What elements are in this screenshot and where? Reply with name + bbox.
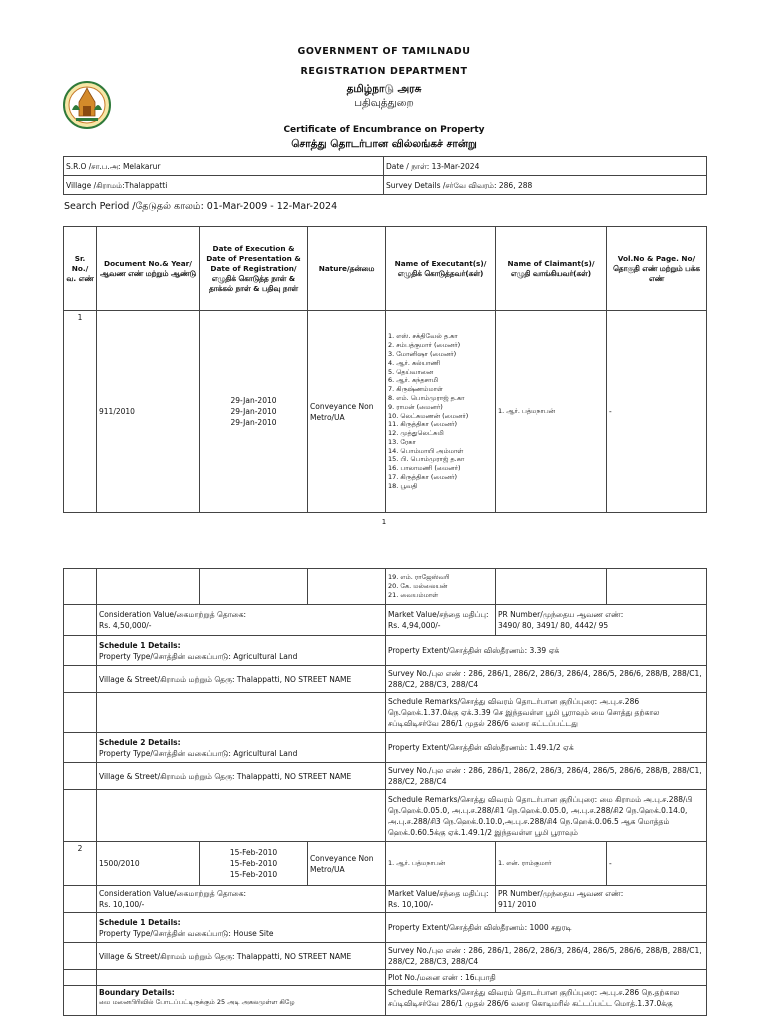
list-item: 17. கிருத்திகா (மைனர்) (388, 473, 458, 482)
list-item: 10. லெட்சுமணன் (மைனர்) (388, 411, 469, 420)
entry2-sr: 2 (64, 842, 97, 886)
column-header-nature: Nature/தன்மை (308, 227, 386, 311)
department-title: REGISTRATION DEPARTMENT (300, 66, 468, 77)
entry1-schedule2-village: Village & Street/கிராமம் மற்றும் தெரு: Thalappatti, NO STREET NAME (97, 763, 386, 790)
entry2-market-value: Market Value/சந்தை மதிப்பு: Rs. 10,100/- (386, 886, 496, 913)
entry2-consideration: Consideration Value/கைமாற்றுத் தொகை: Rs. 10,100/- (97, 886, 386, 913)
entry1-date-execution: 29-Jan-2010 (230, 396, 277, 405)
survey-field: Survey Details /சர்வே விவரம்: 286, 288 (384, 176, 707, 195)
entry2-plot-number: Plot No./மனை எண் : 16புபாதி (386, 970, 707, 986)
list-item: 6. ஆர். கந்தசாமி (388, 376, 438, 385)
list-item: 3. மோனிஷா (மைனர்) (388, 349, 457, 358)
table-row (64, 569, 707, 605)
column-header-sr: Sr. No./ வ. எண் (64, 227, 97, 311)
department-title-tamil: பதிவுத்துறை (354, 97, 414, 109)
entry2-date-presentation: 15-Feb-2010 (229, 859, 278, 868)
info-table (63, 156, 707, 195)
encumbrance-table-continued (63, 568, 707, 1016)
entry2-executant: 1. ஆர். பத்மநாபன் (386, 842, 496, 886)
list-item: 1. எஸ். சக்திவேல் த.கா (388, 332, 458, 341)
entry1-executants (386, 311, 496, 513)
entry1-vol: - (607, 311, 707, 513)
entry1-executants-continued (386, 569, 496, 605)
village-field: Village /கிராமம்:Thalappatti (64, 176, 384, 195)
table-row (64, 311, 707, 513)
list-item: 16. பாலாமணி (மைனர்) (388, 464, 461, 473)
entry1-nature: Conveyance Non Metro/UA (308, 311, 386, 513)
list-item: 21. வையம்மாள் (388, 590, 439, 599)
entry2-boundary: Boundary Details: மை மனைபிரிவில் போடப்பட்டிருக்கும் 25 அடி அகலமுள்ள கிழே (97, 986, 386, 1016)
table-row (64, 970, 707, 986)
entry2-schedule1-village: Village & Street/கிராமம் மற்றும் தெரு: Thalappatti, NO STREET NAME (97, 943, 386, 970)
entry1-document: 911/2010 (97, 311, 200, 513)
certificate-title-tamil: சொத்து தொடர்பான வில்லங்கச் சான்று (291, 138, 477, 150)
entry1-schedule2-remarks: Schedule Remarks/சொத்து விவரம் தொடர்பான குறிப்புரை: மை கிராமம் அ.பு.ச.288/பி நெ.ஹெக்.0.05.0, அ.பு.ச.288/சி1 நெ.ஹெக்.0.05.0, அ.பு.ச.288/சி2 நெ.ஹெக்.0.14.0, அ.பு.ச.288/சி3 நெ.ஹெக்.0.10.0,அ.பு.ச.288/சி4 நெ.ஹெக்.0.06.5 ஆக மொத்தம் ஹெக்.0.60.5க்கு ஏக்.1.49.1/2 இந்தவள்ள பூமி பூராவும் (386, 790, 707, 842)
list-item: 7. கிருஷ்ணம்மாள் (388, 385, 443, 394)
date-field: Date / நாள்: 13-Mar-2024 (384, 157, 707, 176)
column-header-date: Date of Execution & Date of Presentation & Date of Registration/ எழுதிக் கொடுத்த நாள் & தாக்கல் நாள் & பதிவு நாள் (200, 227, 308, 311)
entry1-schedule1-type: Schedule 1 Details: Property Type/சொத்தின் வகைப்பாடு: Agricultural Land (97, 636, 386, 666)
table-row (64, 913, 707, 943)
encumbrance-table (63, 226, 707, 513)
entry1-schedule1-extent: Property Extent/சொத்தின் விஸ்தீரணம்: 3.39 ஏக் (386, 636, 707, 666)
government-title: GOVERNMENT OF TAMILNADU (297, 46, 471, 57)
table-row (64, 605, 707, 636)
table-row (64, 733, 707, 763)
entry2-schedule1-survey: Survey No./புல எண் : 286, 286/1, 286/2, 286/3, 286/4, 286/5, 286/6, 288/B, 288/C1, 288/C2, 288/C3, 288/C4 (386, 943, 707, 970)
list-item: 2. சம்பத்குமார் (மைனர்) (388, 341, 461, 350)
column-header-executant: Name of Executant(s)/ எழுதிக் கொடுத்தவர்(கள்) (386, 227, 496, 311)
table-row (64, 886, 707, 913)
entry1-schedule1-survey: Survey No./புல எண் : 286, 286/1, 286/2, 286/3, 286/4, 286/5, 286/6, 288/B, 288/C1, 288/C2, 288/C3, 288/C4 (386, 666, 707, 693)
entry2-vol: - (607, 842, 707, 886)
list-item: 4. ஆர். கல்யாணி (388, 358, 441, 367)
government-title-tamil: தமிழ்நாடு அரசு (346, 83, 422, 95)
entry1-pr-number: PR Number/முந்தைய ஆவண எண்: 3490/ 80, 3491/ 80, 4442/ 95 (496, 605, 707, 636)
entry1-schedule2-type: Schedule 2 Details: Property Type/சொத்தின் வகைப்பாடு: Agricultural Land (97, 733, 386, 763)
table-row (64, 666, 707, 693)
list-item: 11. கிருத்திகா (மைனர்) (388, 420, 458, 429)
table-row (64, 693, 707, 733)
search-period: Search Period /தேடுதல் காலம்: 01-Mar-2009 - 12-Mar-2024 (64, 201, 338, 212)
entry1-market-value: Market Value/சந்தை மதிப்பு: Rs. 4,94,000/- (386, 605, 496, 636)
certificate-title: Certificate of Encumbrance on Property (283, 125, 485, 135)
entry2-schedule1-remarks: Schedule Remarks/சொத்து விவரம் தொடர்பான குறிப்புரை: அ.பு.ச.286 நெ.தற்கால சப்டிவிடிசர்வே 286/1 முதல் 286/6 வரை கொடிமரில் கட்டப்பட்ட மொத்.1.37.0க்கு (386, 986, 707, 1016)
list-item: 12. முத்துலெட்சுமி (388, 429, 444, 438)
page-number: 1 (381, 518, 387, 526)
list-item: 14. பொம்மாயி அம்மாள் (388, 446, 464, 455)
table-row (64, 763, 707, 790)
entry1-schedule1-remarks: Schedule Remarks/சொத்து விவரம் தொடர்பான குறிப்புரை: அ.பு.ச.286 நெ.ஹெக்.1.37.0க்கு ஏக்.3.39 செ இந்தவள்ள பூமி பூராவும் மை சொத்து தற்கால சப்டிவிடிசர்வே 286/1 முதல் 286/6 வரை கட்டப்பட்டது (386, 693, 707, 733)
sro-field: S.R.O /சா.ப.அ: Melakarur (64, 157, 384, 176)
column-header-claimant: Name of Claimant(s)/எழுதி வாங்கியவர்(கள்) (496, 227, 607, 311)
entry2-nature: Conveyance Non Metro/UA (308, 842, 386, 886)
entry1-date-registration: 29-Jan-2010 (230, 418, 277, 427)
list-item: 19. எம். ராஜேஸ்வரி (388, 573, 450, 582)
column-header-vol: Vol.No & Page. No/ தொகுதி எண் மற்றும் பக்க எண் (607, 227, 707, 311)
table-row (64, 842, 707, 886)
entry2-document: 1500/2010 (97, 842, 200, 886)
list-item: 8. எம். பொம்முராஜ் த.கா (388, 393, 465, 402)
list-item: 20. கே. மல்லையன் (388, 582, 448, 591)
list-item: 18. பூவதி (388, 481, 418, 490)
entry1-sr: 1 (64, 311, 97, 513)
entry2-date-execution: 15-Feb-2010 (229, 848, 278, 857)
table-row (64, 790, 707, 842)
column-header-document: Document No.& Year/ ஆவண எண் மற்றும் ஆண்டு (97, 227, 200, 311)
list-item: 5. தெய்வானை (388, 367, 434, 376)
entry2-date-registration: 15-Feb-2010 (229, 870, 278, 879)
entry1-schedule2-extent: Property Extent/சொத்தின் விஸ்தீரணம்: 1.49.1/2 ஏக் (386, 733, 707, 763)
entry1-claimant: 1. ஆர். பத்மநாபன் (496, 311, 607, 513)
entry2-schedule1-type: Schedule 1 Details: Property Type/சொத்தின் வகைப்பாடு: House Site (97, 913, 386, 943)
list-item: 13. ரேகா (388, 437, 416, 446)
table-row (64, 636, 707, 666)
table-row (64, 943, 707, 970)
entry2-pr-number: PR Number/முந்தைய ஆவண எண்: 911/ 2010 (496, 886, 707, 913)
entry1-date-presentation: 29-Jan-2010 (230, 407, 277, 416)
entry1-consideration: Consideration Value/கைமாற்றுத் தொகை: Rs. 4,50,000/- (97, 605, 386, 636)
entry1-dates (200, 311, 308, 513)
list-item: 9. ராமன் (மைனர்) (388, 402, 443, 411)
entry1-schedule2-survey: Survey No./புல எண் : 286, 286/1, 286/2, 286/3, 286/4, 286/5, 286/6, 288/B, 288/C1, 288/C2, 288/C4 (386, 763, 707, 790)
entry2-claimant: 1. என். ராம்குமார் (496, 842, 607, 886)
entry2-dates (200, 842, 308, 886)
entry2-schedule1-extent: Property Extent/சொத்தின் விஸ்தீரணம்: 1000 சதுரடி (386, 913, 707, 943)
table-row (64, 986, 707, 1016)
list-item: 15. பி. பொம்முராஜ் த.கா (388, 455, 465, 464)
entry1-schedule1-village: Village & Street/கிராமம் மற்றும் தெரு: Thalappatti, NO STREET NAME (97, 666, 386, 693)
